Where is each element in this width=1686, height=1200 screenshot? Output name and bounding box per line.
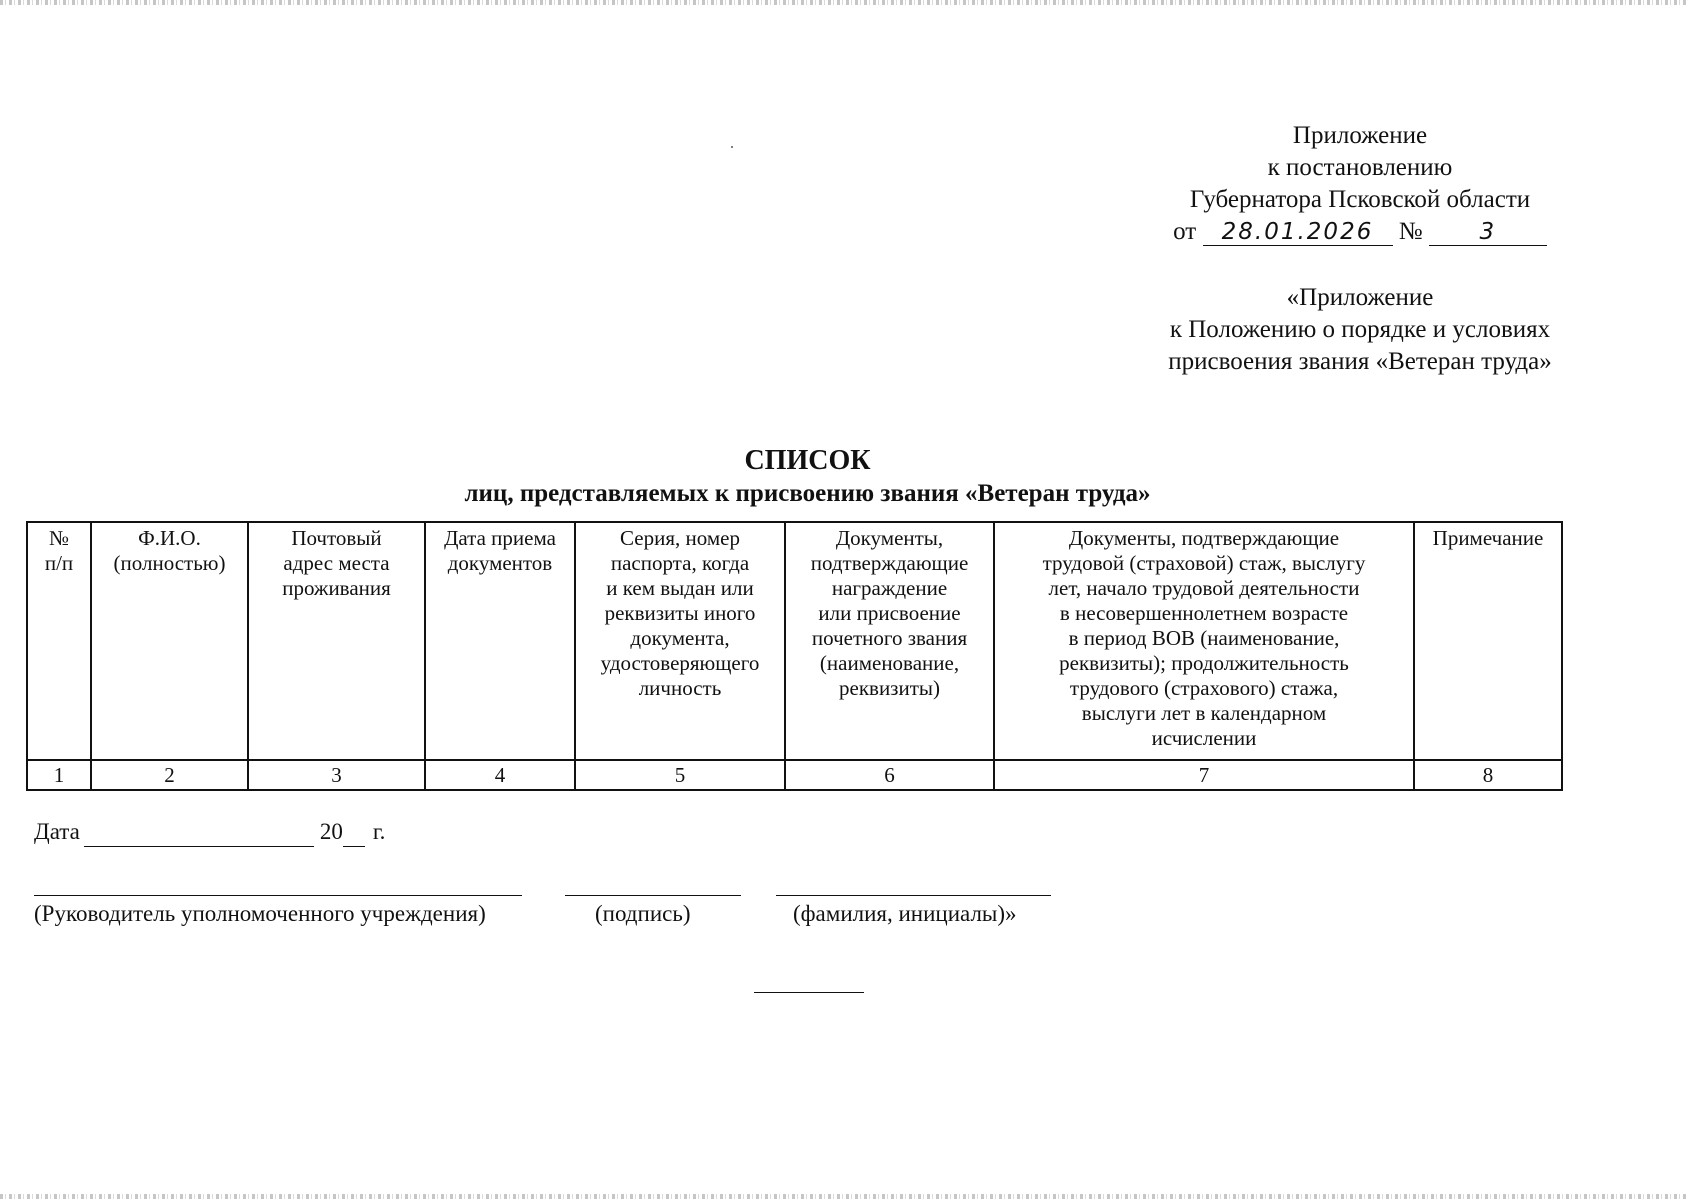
- column-header-award-documents: Документы, подтверждающие награждение или присвоение почетного звания (наименование, реквизиты): [785, 522, 994, 760]
- scan-edge-top: [0, 0, 1686, 5]
- header-line-governor: Губернатора Псковской области: [1189, 186, 1531, 213]
- column-number-cell: 4: [425, 760, 575, 790]
- year-prefix: 20: [319, 819, 343, 844]
- signature-line: [565, 895, 741, 896]
- table-header-row: [27, 522, 1562, 760]
- handwritten-decree-date: 28.01.2026: [1203, 219, 1393, 246]
- column-number-cell: 6: [785, 760, 994, 790]
- scan-speck: [731, 146, 733, 148]
- column-header-submission-date: Дата приема документов: [425, 522, 575, 760]
- head-signature-line: [34, 895, 522, 896]
- name-line: [776, 895, 1051, 896]
- handwritten-decree-number: 3: [1429, 219, 1547, 246]
- column-number-cell: 2: [91, 760, 248, 790]
- scan-edge-bottom: [0, 1194, 1686, 1199]
- column-number-cell: 8: [1414, 760, 1562, 790]
- decree-attachment-header: [1100, 120, 1620, 248]
- column-number-cell: 1: [27, 760, 91, 790]
- column-number-cell: 7: [994, 760, 1414, 790]
- title-subtitle: лиц, представляемых к присвоению звания «Ветеран труда»: [464, 480, 1151, 507]
- column-header-postal-address: Почтовый адрес места проживания: [248, 522, 425, 760]
- veterans-list-table: [26, 521, 1563, 791]
- annex-line-2: к Положению о порядке и условиях: [1169, 316, 1551, 343]
- head-label: (Руководитель уполномоченного учреждения): [34, 901, 486, 926]
- number-sign: №: [1398, 218, 1423, 245]
- column-header-note: Примечание: [1414, 522, 1562, 760]
- decree-date-number-line: [1100, 216, 1620, 248]
- name-label: (фамилия, инициалы)»: [793, 901, 1017, 926]
- year-blank-field: [343, 818, 365, 847]
- column-number-cell: 3: [248, 760, 425, 790]
- column-number-cell: 5: [575, 760, 785, 790]
- column-header-passport-details: Серия, номер паспорта, когда и кем выдан или реквизиты иного документа, удостоверяющего личность: [575, 522, 785, 760]
- column-header-work-experience-documents: Документы, подтверждающие трудовой (страховой) стаж, выслугу лет, начало трудовой деятельности в несовершеннолетнем возрасте в период ВОВ (наименование, реквизиты); продолжительность трудового (страхового) стажа, выслуги лет в календарном исчислении: [994, 522, 1414, 760]
- header-line-attachment: Приложение: [1292, 122, 1428, 149]
- document-end-rule: [754, 992, 864, 993]
- year-suffix: г.: [372, 819, 386, 844]
- document-title: [300, 444, 1315, 510]
- signature-label: (подпись): [595, 901, 691, 926]
- table-column-number-row: [27, 760, 1562, 790]
- date-blank-field: [84, 818, 314, 847]
- header-line-to-decree: к постановлению: [1267, 154, 1453, 181]
- annex-line-1: «Приложение: [1286, 284, 1434, 311]
- annex-line-3: присвоения звания «Ветеран труда»: [1168, 348, 1552, 375]
- date-label: Дата: [34, 819, 80, 844]
- column-header-number: № п/п: [27, 522, 91, 760]
- title-main: СПИСОК: [744, 445, 871, 476]
- column-header-full-name: Ф.И.О. (полностью): [91, 522, 248, 760]
- date-prefix: от: [1173, 218, 1197, 245]
- date-line: [34, 818, 385, 847]
- regulation-annex-header: [1100, 282, 1620, 378]
